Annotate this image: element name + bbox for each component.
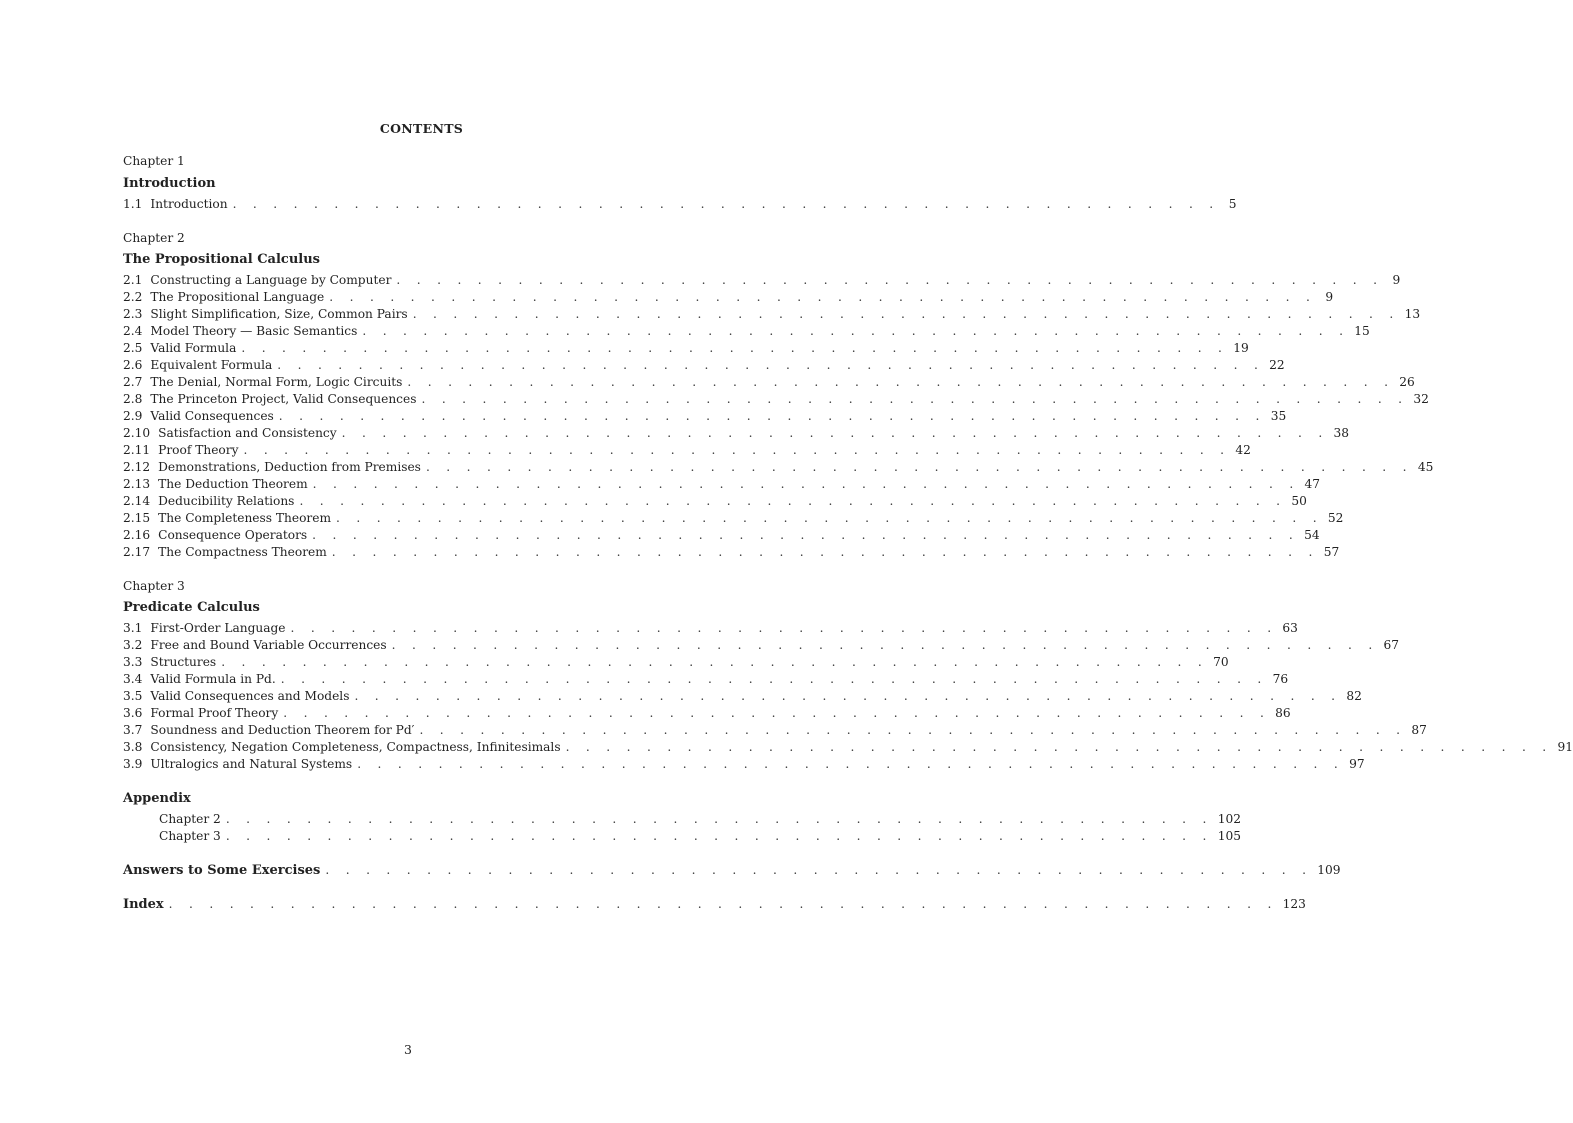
section-number: 2.4	[123, 324, 143, 338]
section-title: Equivalent Formula	[150, 358, 273, 372]
appendix-entry-title: Chapter 3	[159, 829, 221, 843]
page-ref: 91	[1557, 740, 1573, 754]
page-ref: 97	[1349, 757, 1365, 771]
toc-entry[interactable]	[123, 637, 1400, 654]
section-number: 2.16	[123, 528, 151, 542]
leader-dots: . . . . . . . . . . . . . . . . . . . . . . . . . . . . . . . . . . . . . . . . . . . . . . . . .	[341, 426, 1329, 440]
appendix-entry-title: Chapter 2	[159, 812, 221, 826]
toc-entry[interactable]	[123, 357, 1285, 374]
leader-dots: . . . . . . . . . . . . . . . . . . . . . . . . . . . . . . . . . . . . . . . . . . . . . . . . .	[283, 706, 1271, 720]
section-number: 2.11	[123, 443, 151, 457]
toc-entry[interactable]	[123, 722, 1427, 739]
page-ref: 123	[1282, 897, 1306, 911]
section-title: Deducibility Relations	[158, 494, 295, 508]
page-ref: 105	[1217, 829, 1241, 843]
page-ref: 82	[1346, 689, 1362, 703]
toc-entry[interactable]	[123, 544, 1340, 561]
toc-entry[interactable]	[123, 459, 1434, 476]
leader-dots: . . . . . . . . . . . . . . . . . . . . . . . . . . . . . . . . . . . . . . . . . . . . . . . . .	[280, 672, 1268, 686]
toc-entry[interactable]	[123, 289, 1334, 306]
page-ref: 9	[1392, 273, 1401, 287]
toc-entry[interactable]	[123, 705, 1291, 722]
leader-dots: . . . . . . . . . . . . . . . . . . . . . . . . . . . . . . . . . . . . . . . . . . . . . . . . .	[277, 358, 1265, 372]
section-number: 2.8	[123, 392, 143, 406]
section-number: 2.5	[123, 341, 143, 355]
section-title: Valid Consequences	[150, 409, 274, 423]
section-title: Constructing a Language by Computer	[150, 273, 392, 287]
toc-entry[interactable]	[123, 306, 1421, 323]
page-ref: 13	[1404, 307, 1421, 321]
page-ref: 15	[1354, 324, 1370, 338]
toc-entry[interactable]	[123, 323, 1370, 340]
section-number: 3.3	[123, 655, 143, 669]
chapter-2-label: Chapter 2	[123, 231, 185, 245]
page-ref: 9	[1325, 290, 1334, 304]
leader-dots: . . . . . . . . . . . . . . . . . . . . . . . . . . . . . . . . . . . . . . . . . . . . . . . . .	[331, 545, 1319, 559]
index-entry[interactable]	[123, 896, 1306, 913]
page-ref: 42	[1235, 443, 1251, 457]
page-title: CONTENTS	[379, 121, 464, 136]
toc-entry[interactable]	[123, 527, 1320, 544]
section-number: 2.3	[123, 307, 143, 321]
section-title: Valid Formula	[150, 341, 237, 355]
section-title: Introduction	[150, 197, 228, 211]
toc-entry[interactable]	[123, 510, 1344, 527]
page-ref: 50	[1291, 494, 1307, 508]
section-number: 3.4	[123, 672, 143, 686]
appendix-entry[interactable]	[123, 811, 1241, 828]
leader-dots: . . . . . . . . . . . . . . . . . . . . . . . . . . . . . . . . . . . . . . . . . . . . . . . . .	[362, 324, 1350, 338]
toc-entry[interactable]	[123, 739, 1573, 756]
section-title: Soundness and Deduction Theorem for Pd′	[150, 723, 415, 737]
toc-entry[interactable]	[123, 391, 1429, 408]
leader-dots: . . . . . . . . . . . . . . . . . . . . . . . . . . . . . . . . . . . . . . . . . . . . . . . . .	[357, 757, 1345, 771]
section-title: Slight Simplification, Size, Common Pairs	[150, 307, 408, 321]
leader-dots: . . . . . . . . . . . . . . . . . . . . . . . . . . . . . . . . . . . . . . . . . . . . . . . . .	[312, 477, 1300, 491]
section-title: Structures	[150, 655, 217, 669]
page-ref: 67	[1383, 638, 1400, 652]
page-ref: 35	[1270, 409, 1287, 423]
section-number: 2.2	[123, 290, 143, 304]
page-ref: 32	[1413, 392, 1429, 406]
answers-entry[interactable]	[123, 862, 1341, 879]
section-title: Proof Theory	[158, 443, 239, 457]
section-number: 3.5	[123, 689, 143, 703]
section-title: Formal Proof Theory	[150, 706, 279, 720]
page-ref: 57	[1323, 545, 1340, 559]
toc-entry[interactable]	[123, 671, 1289, 688]
section-number: 2.17	[123, 545, 151, 559]
section-title: Satisfaction and Consistency	[158, 426, 337, 440]
leader-dots: . . . . . . . . . . . . . . . . . . . . . . . . . . . . . . . . . . . . . . . . . . . . . . . . .	[407, 375, 1395, 389]
section-title: Ultralogics and Natural Systems	[150, 757, 353, 771]
appendix-title: Appendix	[123, 791, 191, 806]
section-number: 2.7	[123, 375, 143, 389]
section-title: The Compactness Theorem	[158, 545, 327, 559]
section-title: Consistency, Negation Completeness, Compactness, Infinitesimals	[150, 740, 561, 754]
index-title: Index	[123, 897, 164, 912]
section-title: The Deduction Theorem	[158, 477, 308, 491]
leader-dots: . . . . . . . . . . . . . . . . . . . . . . . . . . . . . . . . . . . . . . . . . . . . . . . . .	[565, 740, 1553, 754]
section-title: First-Order Language	[150, 621, 286, 635]
page-ref: 76	[1272, 672, 1289, 686]
page-ref: 102	[1217, 812, 1241, 826]
toc-entry[interactable]	[123, 688, 1362, 705]
leader-dots: . . . . . . . . . . . . . . . . . . . . . . . . . . . . . . . . . . . . . . . . . . . . . . . . .	[232, 197, 1220, 211]
section-number: 2.13	[123, 477, 151, 491]
section-title: Consequence Operators	[158, 528, 308, 542]
section-number: 3.2	[123, 638, 143, 652]
section-number: 3.6	[123, 706, 143, 720]
leader-dots: . . . . . . . . . . . . . . . . . . . . . . . . . . . . . . . . . . . . . . . . . . . . . . . . .	[290, 621, 1278, 635]
leader-dots: . . . . . . . . . . . . . . . . . . . . . . . . . . . . . . . . . . . . . . . . . . . . . . . . .	[312, 528, 1300, 542]
leader-dots: . . . . . . . . . . . . . . . . . . . . . . . . . . . . . . . . . . . . . . . . . . . . . . . . .	[419, 723, 1407, 737]
page-ref: 38	[1333, 426, 1350, 440]
chapter-3-title: Predicate Calculus	[123, 600, 260, 615]
section-number: 2.15	[123, 511, 151, 525]
leader-dots: . . . . . . . . . . . . . . . . . . . . . . . . . . . . . . . . . . . . . . . . . . . . . . . . .	[412, 307, 1400, 321]
section-number: 2.6	[123, 358, 143, 372]
leader-dots: . . . . . . . . . . . . . . . . . . . . . . . . . . . . . . . . . . . . . . . . . . . . . . . . .	[396, 273, 1384, 287]
answers-title: Answers to Some Exercises	[123, 863, 321, 878]
section-title: The Propositional Language	[150, 290, 325, 304]
section-number: 2.14	[123, 494, 151, 508]
leader-dots: . . . . . . . . . . . . . . . . . . . . . . . . . . . . . . . . . . . . . . . . . . . . . . . . .	[221, 655, 1209, 669]
section-number: 3.9	[123, 757, 143, 771]
section-number: 2.10	[123, 426, 151, 440]
section-title: The Completeness Theorem	[158, 511, 332, 525]
chapter-1-label: Chapter 1	[123, 154, 185, 168]
page-number: 3	[404, 1042, 412, 1057]
leader-dots: . . . . . . . . . . . . . . . . . . . . . . . . . . . . . . . . . . . . . . . . . . . . . . . . .	[278, 409, 1266, 423]
leader-dots: . . . . . . . . . . . . . . . . . . . . . . . . . . . . . . . . . . . . . . . . . . . . . . . . .	[325, 863, 1313, 877]
section-number: 3.8	[123, 740, 143, 754]
toc-entry[interactable]	[123, 620, 1298, 637]
section-title: The Denial, Normal Form, Logic Circuits	[150, 375, 403, 389]
toc-entry[interactable]	[123, 340, 1249, 357]
page-ref: 86	[1275, 706, 1291, 720]
page-ref: 109	[1317, 863, 1341, 877]
leader-dots: . . . . . . . . . . . . . . . . . . . . . . . . . . . . . . . . . . . . . . . . . . . . . . . . .	[241, 341, 1229, 355]
section-number: 3.1	[123, 621, 143, 635]
toc-entry[interactable]	[123, 425, 1350, 442]
section-number: 2.9	[123, 409, 143, 423]
leader-dots: . . . . . . . . . . . . . . . . . . . . . . . . . . . . . . . . . . . . . . . . . . . . . . . . .	[354, 689, 1342, 703]
leader-dots: . . . . . . . . . . . . . . . . . . . . . . . . . . . . . . . . . . . . . . . . . . . . . . . . . . . . . . .	[168, 897, 1278, 911]
chapter-3-label: Chapter 3	[123, 579, 185, 593]
toc-entry[interactable]	[123, 476, 1321, 493]
section-number: 2.1	[123, 273, 143, 287]
page-ref: 54	[1304, 528, 1320, 542]
section-number: 1.1	[123, 197, 143, 211]
page-ref: 45	[1417, 460, 1434, 474]
section-title: Valid Formula in Pd.	[150, 672, 276, 686]
page-ref: 70	[1213, 655, 1229, 669]
section-title: The Princeton Project, Valid Consequences	[150, 392, 417, 406]
leader-dots: . . . . . . . . . . . . . . . . . . . . . . . . . . . . . . . . . . . . . . . . . . . . . . . . .	[299, 494, 1287, 508]
section-title: Free and Bound Variable Occurrences	[150, 638, 387, 652]
toc-entry[interactable]	[123, 374, 1415, 391]
toc-entry[interactable]	[123, 654, 1229, 671]
toc-entry[interactable]	[123, 756, 1365, 773]
page-ref: 22	[1269, 358, 1285, 372]
page-ref: 5	[1228, 197, 1237, 211]
section-title: Model Theory — Basic Semantics	[150, 324, 358, 338]
page-ref: 47	[1304, 477, 1321, 491]
section-title: Valid Consequences and Models	[150, 689, 350, 703]
page-ref: 63	[1282, 621, 1298, 635]
chapter-2-title: The Propositional Calculus	[123, 252, 320, 267]
appendix-entry[interactable]	[123, 828, 1241, 845]
section-title: Demonstrations, Deduction from Premises	[158, 460, 421, 474]
leader-dots: . . . . . . . . . . . . . . . . . . . . . . . . . . . . . . . . . . . . . . . . . . . . . . . . .	[329, 290, 1317, 304]
toc-entry[interactable]	[123, 272, 1401, 289]
leader-dots: . . . . . . . . . . . . . . . . . . . . . . . . . . . . . . . . . . . . . . . . . . . . . . . . .	[425, 460, 1413, 474]
page-ref: 26	[1399, 375, 1415, 389]
page-ref: 52	[1327, 511, 1344, 525]
section-number: 3.7	[123, 723, 143, 737]
leader-dots: . . . . . . . . . . . . . . . . . . . . . . . . . . . . . . . . . . . . . . . . . . . . . . . . .	[225, 812, 1213, 826]
leader-dots: . . . . . . . . . . . . . . . . . . . . . . . . . . . . . . . . . . . . . . . . . . . . . . . . .	[421, 392, 1409, 406]
toc-entry[interactable]	[123, 442, 1251, 459]
toc-entry[interactable]	[123, 493, 1307, 510]
page-ref: 19	[1233, 341, 1249, 355]
leader-dots: . . . . . . . . . . . . . . . . . . . . . . . . . . . . . . . . . . . . . . . . . . . . . . . . .	[336, 511, 1323, 525]
toc-entry[interactable]	[123, 196, 1237, 213]
chapter-1-title: Introduction	[123, 176, 216, 191]
toc-entry[interactable]	[123, 408, 1287, 425]
leader-dots: . . . . . . . . . . . . . . . . . . . . . . . . . . . . . . . . . . . . . . . . . . . . . . . . .	[391, 638, 1379, 652]
leader-dots: . . . . . . . . . . . . . . . . . . . . . . . . . . . . . . . . . . . . . . . . . . . . . . . . .	[225, 829, 1213, 843]
page-ref: 87	[1411, 723, 1427, 737]
leader-dots: . . . . . . . . . . . . . . . . . . . . . . . . . . . . . . . . . . . . . . . . . . . . . . . . .	[243, 443, 1231, 457]
section-number: 2.12	[123, 460, 151, 474]
